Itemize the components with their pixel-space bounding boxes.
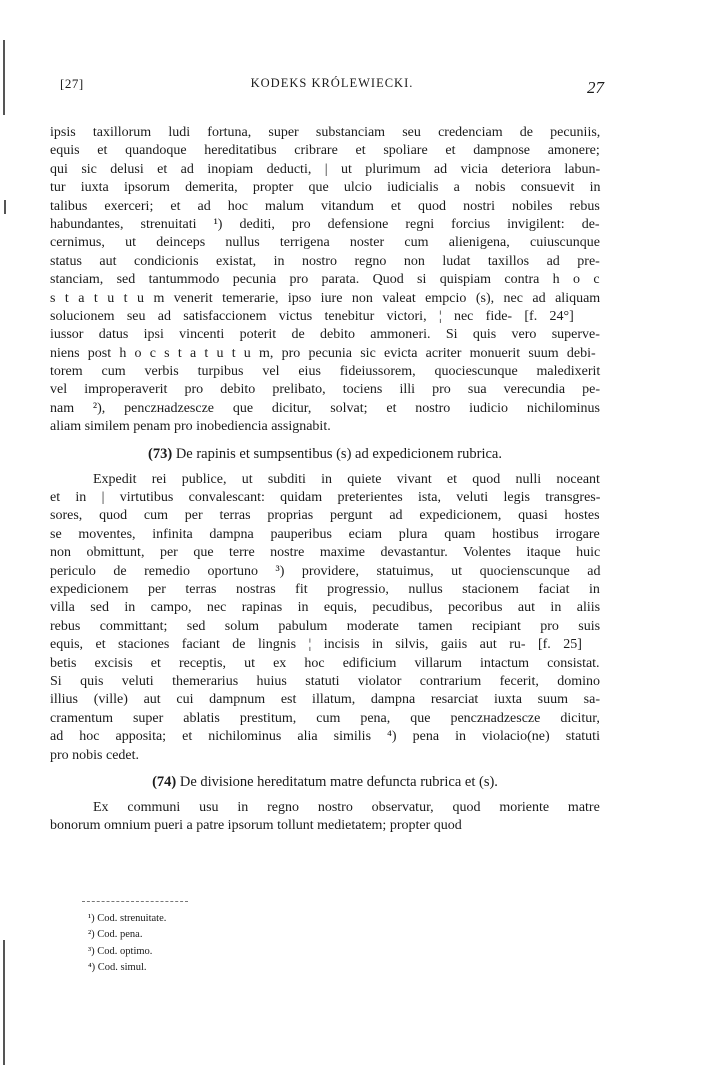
heading-number: (74) xyxy=(152,773,177,790)
heading-text: De divisione hereditatum matre defuncta rubrica et (s). xyxy=(179,773,498,790)
text-line: talibus exerceri; et ad hoc malum vitandum et quod nostri nobiles rebus xyxy=(50,198,600,214)
text-line: cramentum super ablatis prestitum, cum pena, que penczнadzescze dicitur, xyxy=(50,710,600,726)
scan-edge-mark xyxy=(4,200,6,214)
text-line: qui sic delusi et ad inopiam deducti, | ut plurimum ad vicia deteriora labun- xyxy=(50,161,601,177)
text-line: bonorum omnium pueri a patre ipsorum tollunt medietatem; propter quod xyxy=(50,818,462,834)
text-line: niens post h o c s t a t u t u m, pro pecunia sic evicta acriter monuerit suum debi- xyxy=(50,345,596,361)
text-line: Expedit rei publice, ut subditi in quiete vivant et quod nulli noceant xyxy=(93,471,600,487)
text-line: periculo de remedio oportuno ³) providere, statuimus, ut quocienscunque ad xyxy=(50,563,601,579)
text-line: expedicionem per terras nostras fit progressio, nullus stacionem faciat in xyxy=(50,581,600,597)
section-heading-73 xyxy=(50,443,600,465)
section-text-1 xyxy=(50,124,600,437)
text-line: et in | virtutibus convalescant: quidam preterientes ista, veluti legis transgres- xyxy=(50,490,601,506)
text-line: Ex communi usu in regno nostro observatur, quod moriente matre xyxy=(93,799,600,815)
footnote: ⁴) Cod. simul. xyxy=(88,961,147,973)
text-line: vel improperaverit pro debito prelibato, tociens illi pro sua verecundia pe- xyxy=(50,382,601,398)
page-body xyxy=(50,124,600,836)
text-line: ipsis taxillorum ludi fortuna, super substanciam seu credenciam de pecuniis, xyxy=(50,125,601,140)
text-line: se moventes, infinita dampna pauperibus eciam plura quam hostibus irrogare xyxy=(50,526,600,542)
text-line: sores, quod cum per terras proprias pergunt ad expedicionem, quasi hostes xyxy=(50,508,600,524)
text-line: illius (ville) aut cui dampnum est illatum, dampna resarciat iuxta suum sa- xyxy=(50,692,601,708)
text-line: stanciam, sed tantummodo pecunia pro parata. Quod si quispiam contra h o c xyxy=(50,272,600,288)
footnote: ³) Cod. optimo. xyxy=(88,945,153,957)
footnote-divider xyxy=(82,901,188,902)
section-heading-74 xyxy=(50,771,600,793)
page-header xyxy=(60,74,604,98)
text-line: villa sed in campo, nec rapinas in equis, pecudibus, pecoribus aut in aliis xyxy=(50,600,601,616)
text-line: pro nobis cedet. xyxy=(50,747,140,763)
footnotes xyxy=(88,911,166,976)
text-line: habundantes, strenuitati ¹) dediti, pro defensione regni forcius invigilent: de- xyxy=(50,216,600,232)
text-line: rebus committant; sed solum pabulum moderate tamen recipiant pro suis xyxy=(50,618,601,634)
text-line: iussor datus ipsi vincenti poterit de debito ammoneri. Si quis vero superve- xyxy=(50,327,600,343)
scan-edge-mark xyxy=(3,940,5,1065)
text-line: cernimus, ut deinceps nullus terrigena noster cum alienigena, cuiuscunque xyxy=(50,235,600,251)
text-line: solucionem seu ad satisfaccionem victus tenebitur victori, ¦ nec fide- [f. 24°] xyxy=(50,308,574,324)
text-line: s t a t u t u m venerit temerarie, ipso iure non valeat empcio (s), nec ad aliquam xyxy=(50,290,601,306)
heading-text: De rapinis et sumpsentibus (s) ad expedicionem rubrica. xyxy=(175,445,502,462)
page-number: 27 xyxy=(587,78,604,97)
section-text-3 xyxy=(50,799,600,836)
text-line: aliam similem penam pro inobediencia assignabit. xyxy=(50,419,331,435)
footnote: ¹) Cod. strenuitate. xyxy=(88,913,167,924)
text-line: nam ²), penczнadzescze que dicitur, solvat; et nostro iudicio nichilominus xyxy=(50,400,600,416)
page-ref: [27] xyxy=(60,76,84,91)
text-line: equis et quandoque hereditatibus cribrare et spoliare et dampnose amonere; xyxy=(50,143,600,159)
text-line: betis excisis et receptis, ut ex hoc edificium villarum intactum consistat. xyxy=(50,655,600,671)
section-text-2 xyxy=(50,471,600,765)
footnote: ²) Cod. pena. xyxy=(88,929,143,941)
text-line: equis, et staciones faciant de lingnis ¦ incisis in silvis, gaiis aut ru- [f. 25] xyxy=(50,637,582,653)
text-line: ad hoc apposita; et nichilominus alia similis ⁴) pena in violacio(ne) statuti xyxy=(50,729,600,745)
text-line: tur iuxta ipsorum demerita, propter que ulcio iudicialis a nobis consuevit in xyxy=(50,180,601,196)
text-line: status aut condicionis existat, in nostro regno non ludat taxillos ad pre- xyxy=(50,253,600,269)
running-title: KODEKS KRÓLEWIECKI. xyxy=(250,76,414,90)
text-line: Si quis veluti themerarius huius statuti violator contrarium fecerit, domino xyxy=(50,673,601,689)
scan-edge-mark xyxy=(3,40,5,115)
text-line: torem cum verbis turpibus vel eius fideiussorem, quociescunque maledixerit xyxy=(50,364,601,380)
text-line: non obmittunt, per que terre nostre maxime devastantur. Volentes itaque huic xyxy=(50,545,601,561)
heading-number: (73) xyxy=(148,445,173,462)
